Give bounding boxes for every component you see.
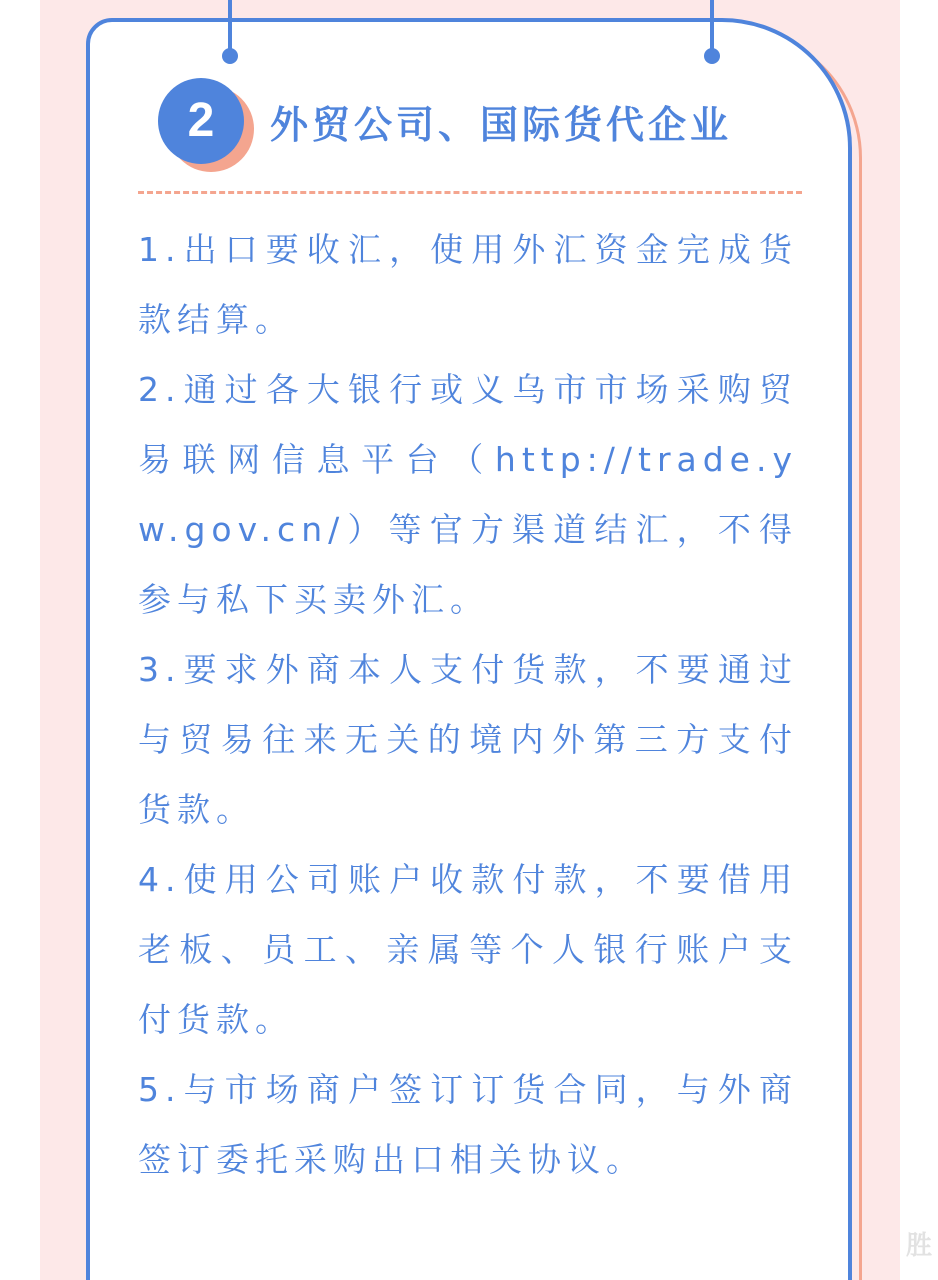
list-item: 3.要求外商本人支付货款，不要通过与贸易往来无关的境内外第三方支付货款。 [138,650,798,829]
section-title: 外贸公司、国际货代企业 [270,103,733,147]
binder-ring-left [228,0,232,52]
binder-dot-left [222,48,238,64]
section-number-badge: 2 [158,78,244,164]
binder-ring-right [710,0,714,52]
dashed-divider [138,191,802,194]
list-item: 2.通过各大银行或义乌市市场采购贸易联网信息平台（http://trade.yw.gov.cn/）等官方渠道结汇，不得参与私下买卖外汇。 [138,370,798,619]
watermark: 胜 [905,1231,932,1261]
list-item: 1.出口要收汇，使用外汇资金完成货款结算。 [138,230,798,339]
requirements-list [138,215,798,1195]
list-item: 5.与市场商户签订订货合同，与外商签订委托采购出口相关协议。 [138,1070,798,1179]
binder-dot-right [704,48,720,64]
list-item: 4.使用公司账户收款付款，不要借用老板、员工、亲属等个人银行账户支付货款。 [138,860,798,1039]
